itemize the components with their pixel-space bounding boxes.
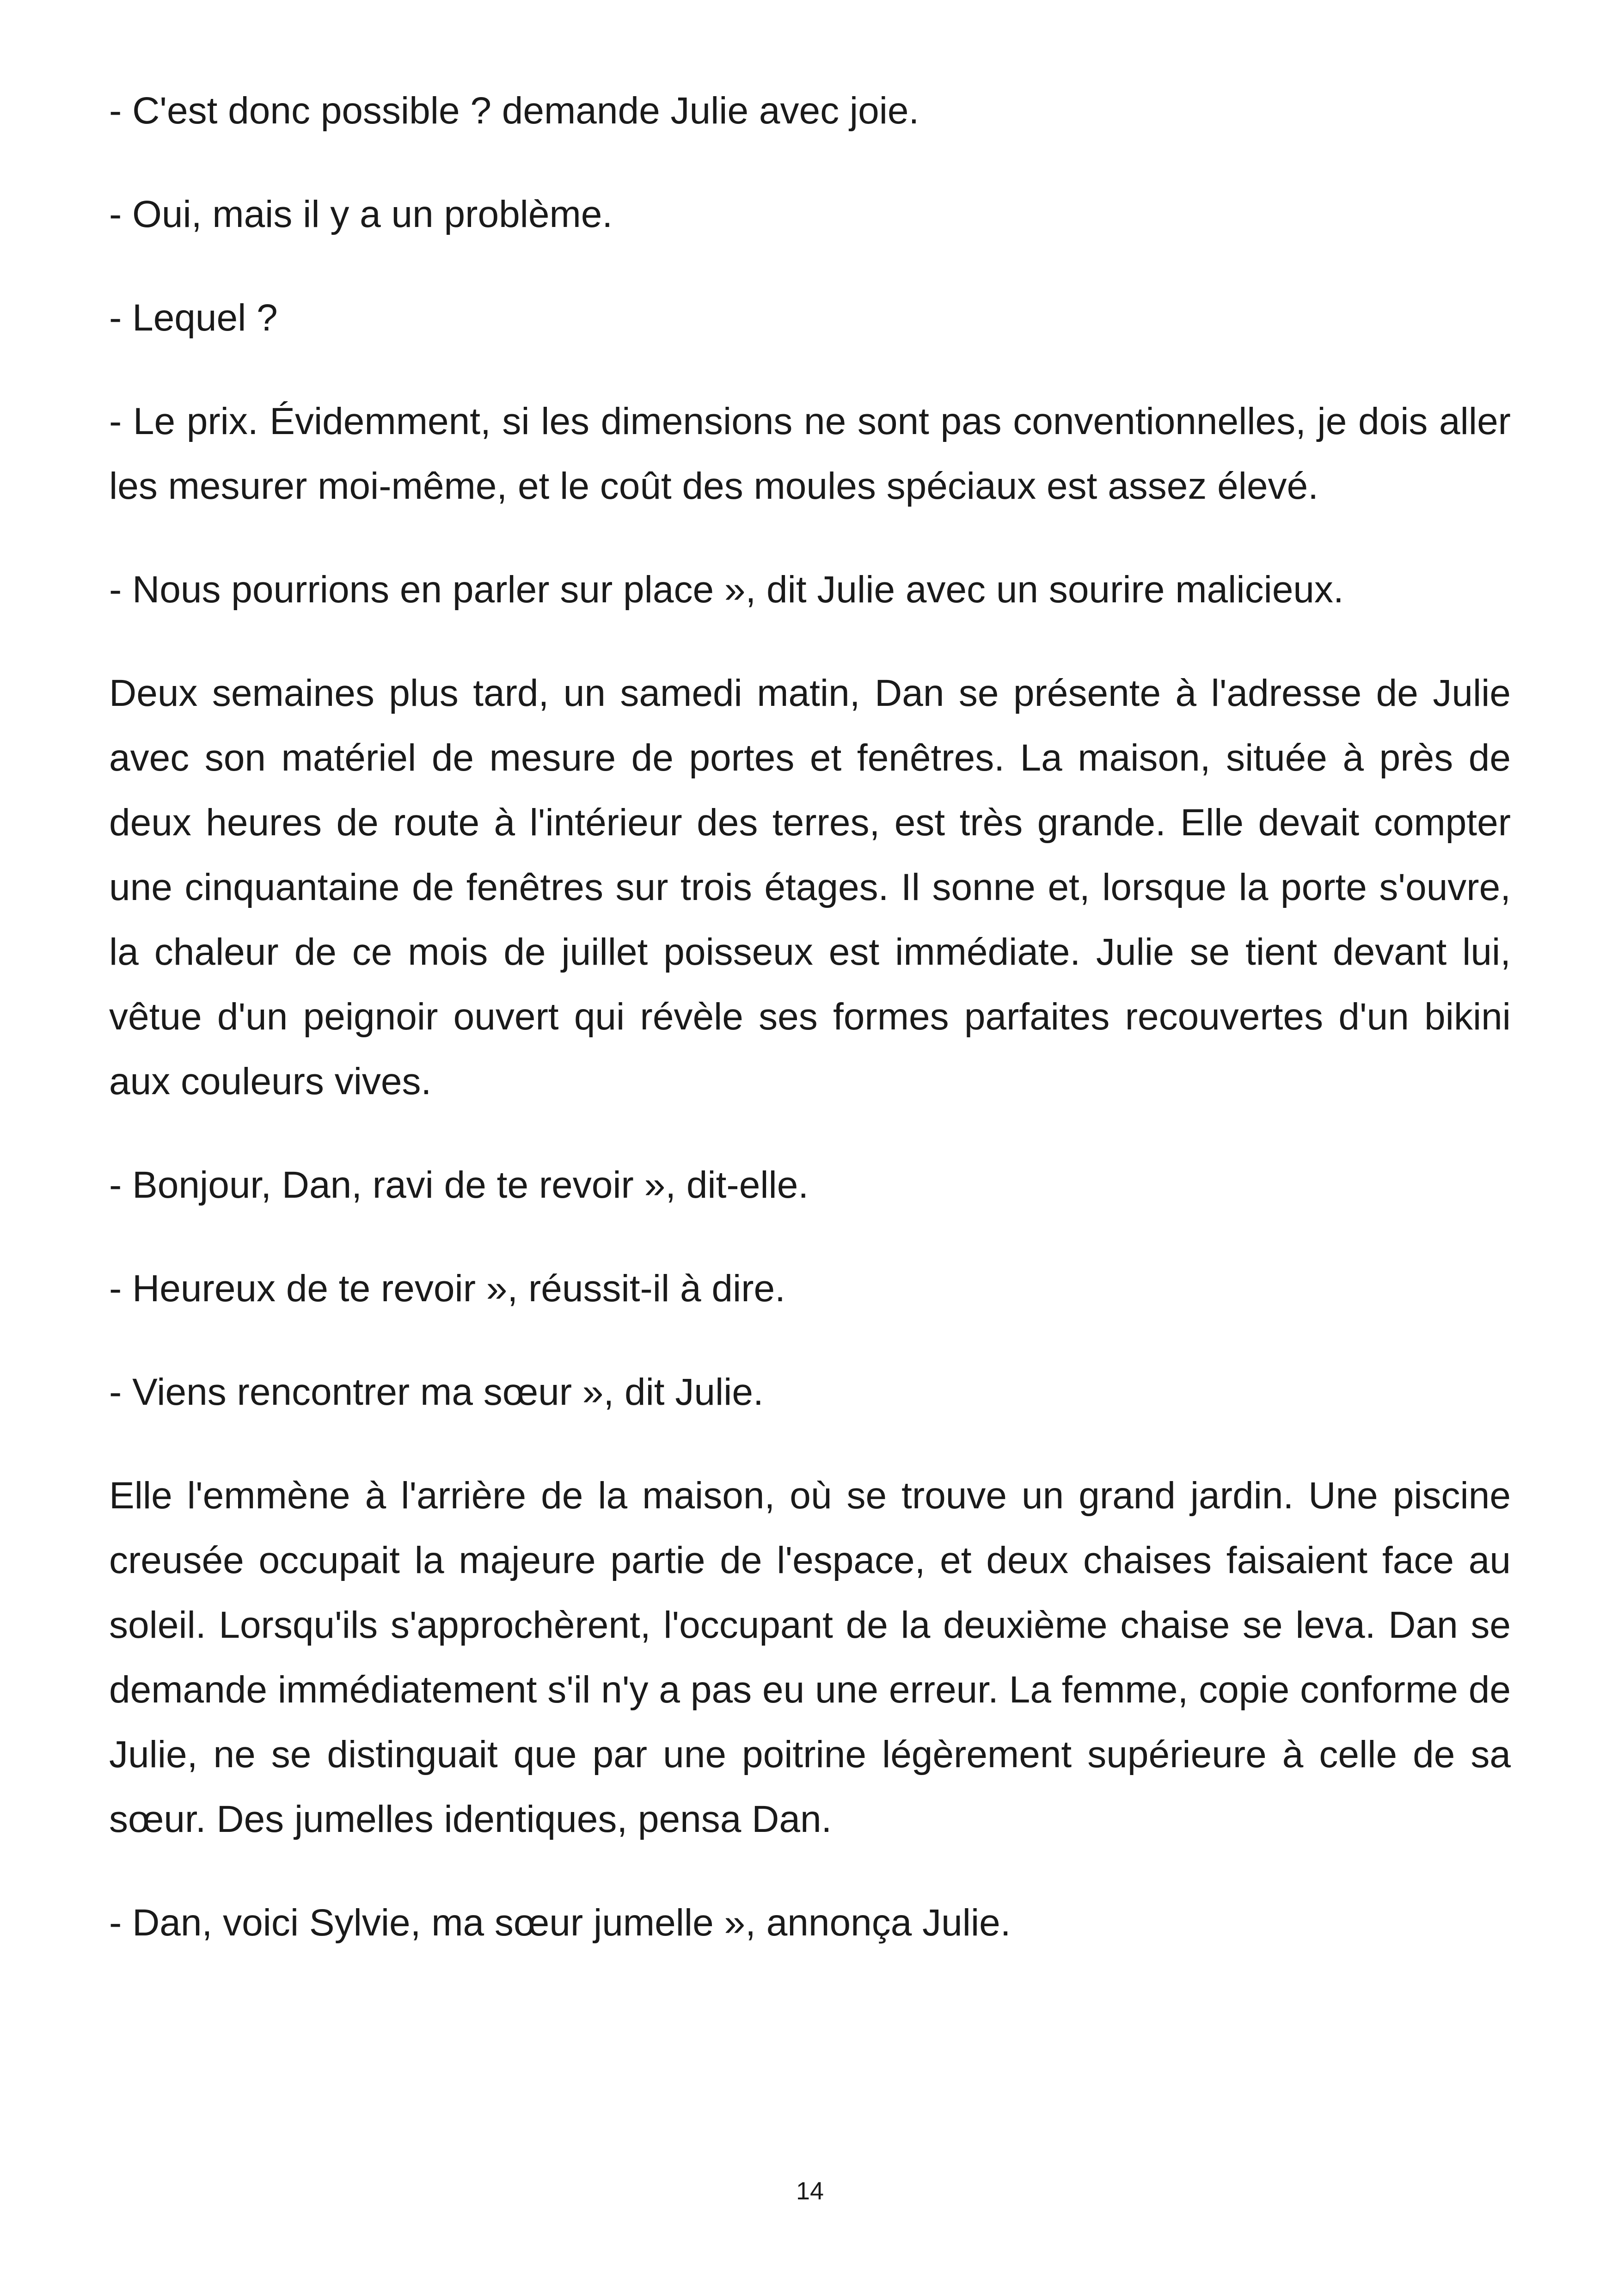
paragraph-dialogue: - Dan, voici Sylvie, ma sœur jumelle », annonça Julie. <box>109 1902 1011 1944</box>
paragraph-narration: Deux semaines plus tard, un samedi matin, Dan se présente à l'adresse de Julie avec son matériel de mesure de portes et fenêtres. La maison, située à près de deux heures de route à l'intérieur des terres, est très grande. Elle devait compter une cinquantaine de fenêtres sur trois étages. Il sonne et, lorsque la porte s'ouvre, la chaleur de ce mois de juillet poisseux est immédiate. Julie se tient devant lui, vêtue d'un peignoir ouvert qui révèle ses formes parfaites recouvertes d'un bikini aux couleurs vives. <box>109 672 1511 1102</box>
paragraph-dialogue: - Bonjour, Dan, ravi de te revoir », dit-elle. <box>109 1164 809 1206</box>
paragraph-dialogue: - Viens rencontrer ma sœur », dit Julie. <box>109 1371 764 1413</box>
paragraph-dialogue: - Heureux de te revoir », réussit-il à dire. <box>109 1267 785 1310</box>
paragraph-dialogue: - C'est donc possible ? demande Julie avec joie. <box>109 90 919 132</box>
document-page <box>109 0 1511 2296</box>
page-number: 14 <box>796 2177 824 2205</box>
paragraph-dialogue: - Lequel ? <box>109 297 278 339</box>
paragraph-dialogue: - Le prix. Évidemment, si les dimensions ne sont pas conventionnelles, je dois aller les mesurer moi-même, et le coût des moules spéciaux est assez élevé. <box>109 400 1511 507</box>
paragraph-dialogue: - Nous pourrions en parler sur place », dit Julie avec un sourire malicieux. <box>109 569 1344 611</box>
paragraph-narration: Elle l'emmène à l'arrière de la maison, où se trouve un grand jardin. Une piscine creusée occupait la majeure partie de l'espace, et deux chaises faisaient face au soleil. Lorsqu'ils s'approchèrent, l'occupant de la deuxième chaise se leva. Dan se demande immédiatement s'il n'y a pas eu une erreur. La femme, copie conforme de Julie, ne se distinguait que par une poitrine légèrement supérieure à celle de sa sœur. Des jumelles identiques, pensa Dan. <box>109 1475 1511 1840</box>
page-body <box>109 79 1511 1994</box>
paragraph-dialogue: - Oui, mais il y a un problème. <box>109 193 613 235</box>
